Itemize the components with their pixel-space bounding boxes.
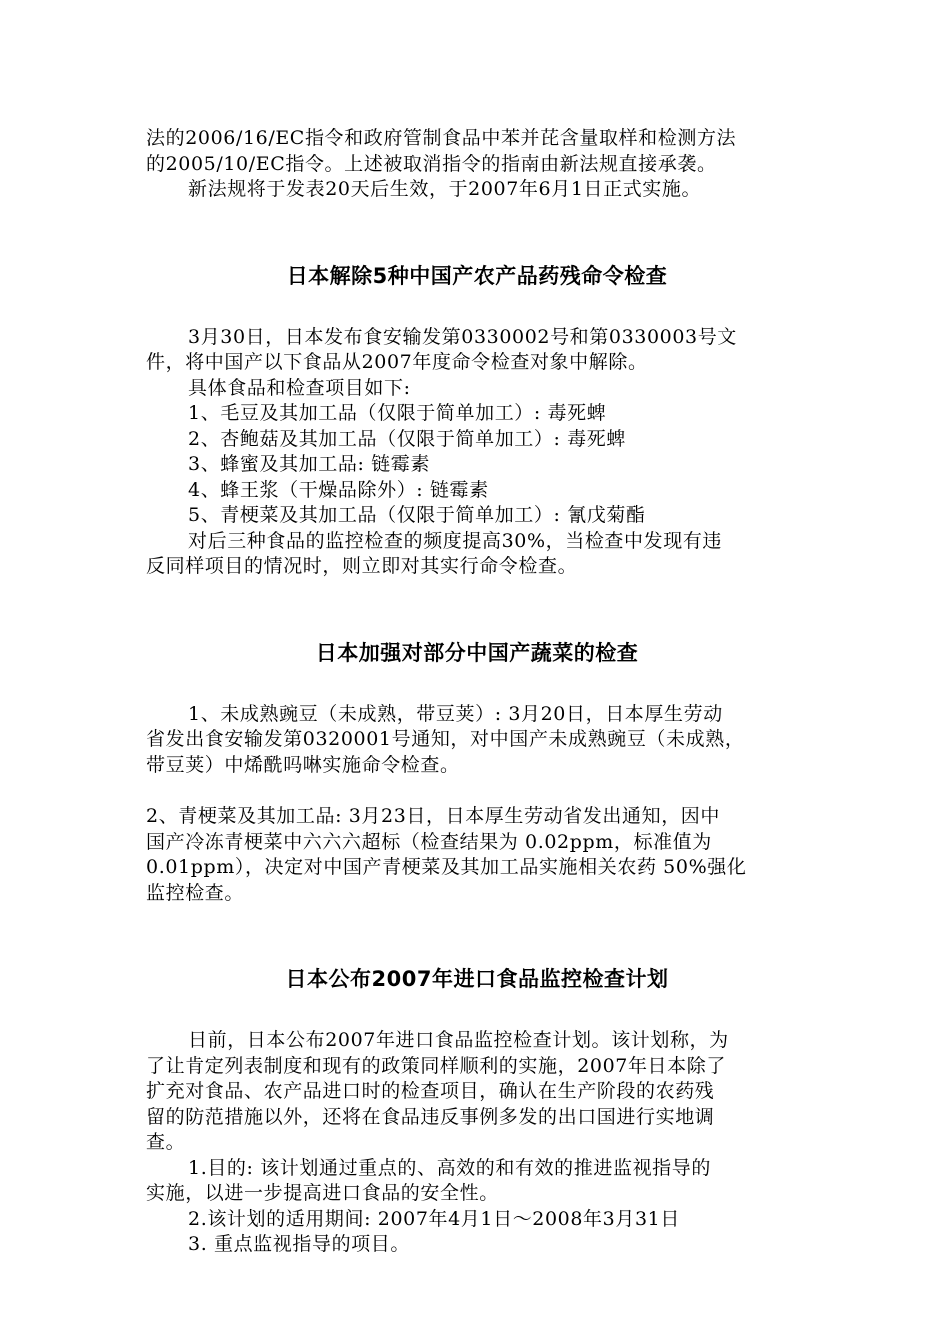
text-line: 1.目的: 该计划通过重点的、高效的和有效的推进监视指导的	[188, 1156, 711, 1179]
document-page	[146, 126, 808, 1258]
section-heading: 日本公布2007年进口食品监控检查计划	[285, 967, 669, 991]
text-line: 的2005/10/EC指令。上述被取消指令的指南由新法规直接承袭。	[146, 152, 717, 175]
text-line: 对后三种食品的监控检查的频度提高30%，当检查中发现有违	[188, 529, 723, 552]
list-item: 5、青梗菜及其加工品（仅限于简单加工）: 氰戊菊酯	[188, 504, 646, 526]
section-body	[146, 1028, 808, 1258]
text-line: 新法规将于发表20天后生效，于2007年6月1日正式实施。	[188, 178, 702, 200]
text-line: 省发出食安输发第0320001号通知，对中国产未成熟豌豆（未成熟，	[146, 728, 745, 750]
text-line: 2.该计划的适用期间: 2007年4月1日～2008年3月31日	[188, 1207, 680, 1230]
text-line: 法的2006/16/EC指令和政府管制食品中苯并芘含量取样和检测方法	[146, 127, 737, 149]
text-line: 反同样项目的情况时，则立即对其实行命令检查。	[146, 555, 578, 577]
section-heading: 日本解除5种中国产农产品药残命令检查	[286, 263, 668, 288]
section-body	[146, 325, 808, 580]
text-line: 扩充对食品、农产品进口时的检查项目，确认在生产阶段的农药残	[146, 1080, 715, 1102]
text-line: 留的防范措施以外，还将在食品违反事例多发的出口国进行实地调	[146, 1105, 715, 1128]
text-line: 件，将中国产以下食品从2007年度命令检查对象中解除。	[146, 351, 648, 373]
section-body	[146, 702, 808, 907]
text-line: 3. 重点监视指导的项目。	[188, 1233, 410, 1255]
text-line: 了让肯定列表制度和现有的政策同样顺利的实施，2007年日本除了	[146, 1054, 726, 1077]
text-line: 国产冷冻青梗菜中六六六超标（检查结果为 0.02ppm，标准值为	[146, 830, 712, 853]
list-item: 2、杏鲍菇及其加工品（仅限于简单加工）: 毒死蜱	[188, 427, 626, 450]
text-line: 具体食品和检查项目如下:	[188, 376, 411, 399]
text-line: 2、青梗菜及其加工品: 3月23日，日本厚生劳动省发出通知，因中	[146, 805, 720, 827]
list-item: 3、蜂蜜及其加工品: 链霉素	[188, 453, 430, 475]
text-line: 带豆荚）中烯酰吗啉实施命令检查。	[146, 753, 460, 776]
text-line: 0.01ppm），决定对中国产青梗菜及其加工品实施相关农药 50%强化	[146, 856, 747, 878]
text-line: 查。	[146, 1131, 186, 1153]
text-line: 3月30日，日本发布食安输发第0330002号和第0330003号文	[188, 325, 737, 348]
list-item: 4、蜂王浆（干燥品除外）: 链霉素	[188, 478, 489, 501]
text-line: 1、未成熟豌豆（未成熟，带豆荚）: 3月20日，日本厚生劳动	[188, 702, 723, 725]
section-heading: 日本加强对部分中国产蔬菜的检查	[315, 640, 639, 665]
intro-paragraph	[146, 126, 808, 203]
list-item: 1、毛豆及其加工品（仅限于简单加工）: 毒死蜱	[188, 402, 607, 424]
text-line: 实施，以进一步提高进口食品的安全性。	[146, 1182, 499, 1204]
text-line: 日前，日本公布2007年进口食品监控检查计划。该计划称，为	[188, 1029, 729, 1051]
text-line: 监控检查。	[146, 881, 245, 904]
